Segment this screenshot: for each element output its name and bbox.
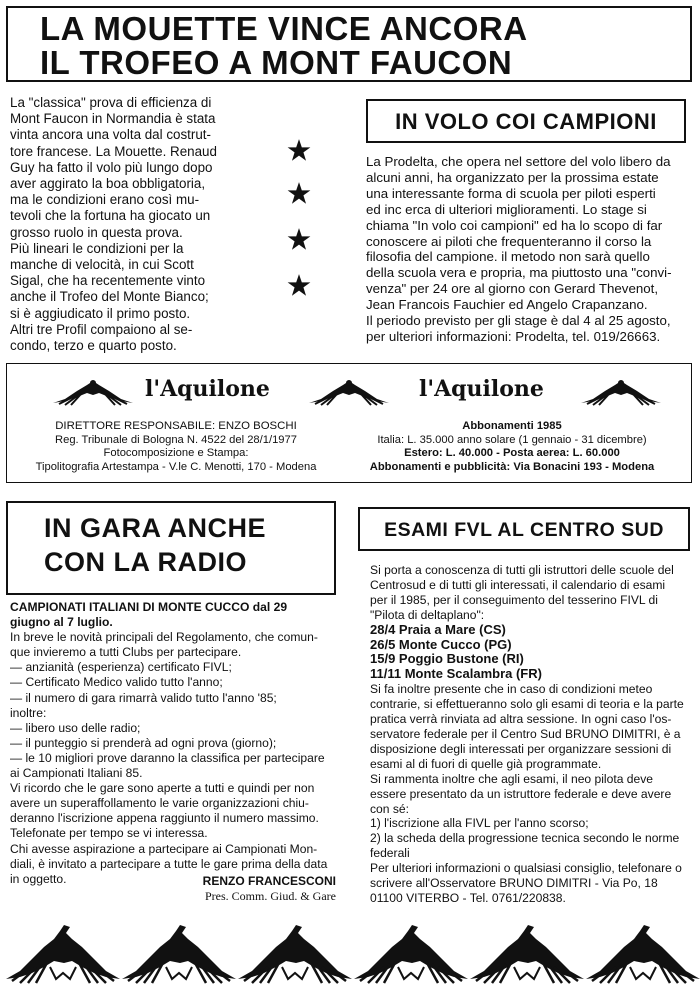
article1-line: tevoli che la fortuna ha giocato un	[10, 208, 211, 224]
registro-line: Reg. Tribunale di Bologna N. 4522 del 28/1/1977	[55, 433, 297, 446]
article3-line: — anzianità (esperienza) certificato FIVL;	[10, 660, 232, 675]
article3-line: — il numero di gara rimarrà valido tutto l'anno '85;	[10, 690, 277, 705]
masthead-right-block	[339, 420, 685, 474]
article4-line: 1) l'iscrizione alla FIVL per l'anno scorso;	[370, 816, 589, 831]
article2-line: per ulteriori informazioni: Prodelta, tel. 019/26663.	[366, 328, 661, 344]
article2-title-box	[366, 99, 686, 143]
article3-line: Telefonate per tempo se vi interessa.	[10, 826, 208, 841]
article1-line: tore francese. La Mouette. Renaud	[10, 143, 217, 159]
tipolitografia-line: Tipolitografia Artestampa - V.le C. Menotti, 170 - Modena	[35, 460, 317, 473]
article3-line: — libero uso delle radio;	[10, 720, 141, 735]
article2-line: alcuni anni, ha organizzato per la prossima estate	[366, 169, 659, 185]
article4-intro-line: per il 1985, per il conseguimento del tesserino FIVL di	[370, 592, 658, 607]
article3-signature-name: RENZO FRANCESCONI	[202, 874, 336, 888]
star-icon	[286, 138, 312, 164]
logo-text: l'Aquilone	[419, 376, 544, 402]
article1-body	[10, 95, 246, 354]
exam-date: 26/5 Monte Cucco (PG)	[370, 636, 512, 652]
article4-title-box	[358, 507, 690, 551]
article3-lead: giugno al 7 luglio.	[10, 615, 113, 630]
article4-line: Per ulteriori informazioni o qualsiasi consiglio, telefonare o	[370, 861, 682, 876]
article1-line: Sigal, che ha recentemente vinto	[10, 273, 206, 289]
star-icon	[286, 181, 312, 207]
italia-line: Italia: L. 35.000 anno solare (1 gennaio - 31 dicembre)	[377, 433, 647, 446]
article4-line: disposizione degli interessati per organizzare sessioni di	[370, 741, 672, 756]
article3-line: — le 10 migliori prove daranno la classifica per partecipare	[10, 750, 325, 765]
article1-line: manche di velocità, in cui Scott	[10, 257, 194, 273]
article3-body	[10, 600, 340, 887]
article4-line: 2) la scheda della progressione tecnica secondo le norme	[370, 831, 680, 846]
article3-signature-role: Pres. Comm. Giud. & Gare	[205, 889, 336, 903]
article4-line: con sé:	[370, 801, 409, 816]
exam-date: 11/11 Monte Scalambra (FR)	[370, 666, 542, 682]
article4-line: federali	[370, 846, 410, 861]
eagle-frieze	[0, 915, 700, 991]
exam-date: 15/9 Poggio Bustone (RI)	[370, 651, 524, 667]
article2-line: filosofia del campione. il metodo non sarà quello	[366, 249, 650, 265]
article4-line: Si rammenta inoltre che agli esami, il neo pilota deve	[370, 771, 654, 786]
star-icon	[286, 273, 312, 299]
article1-title-line1: LA MOUETTE VINCE ANCORA	[40, 10, 528, 47]
article4-intro-line: Si porta a conoscenza di tutti gli istruttori delle scuole del	[370, 563, 674, 577]
article4-line: pratica verrà rinviata ad altra sessione. In ogni caso l'os-	[370, 712, 672, 727]
article2-line: venza" per 24 ore al giorno con Gerard Thevenot,	[366, 281, 659, 297]
article1-line: La "classica" prova di efficienza di	[10, 95, 212, 110]
article4-line: Si fa inoltre presente che in caso di condizioni meteo	[370, 682, 653, 697]
article1-line: grosso ruolo in questa prova.	[10, 224, 183, 240]
exam-date: 28/4 Praia a Mare (CS)	[370, 621, 506, 637]
article1-line: Mont Faucon in Normandia è stata	[10, 111, 216, 127]
masthead-left-block	[13, 420, 339, 474]
article1-title-box	[6, 6, 692, 82]
article1-line: Guy ha fatto il volo più lungo dopo	[10, 159, 213, 175]
star-icon	[286, 227, 312, 253]
article2-line: una interessante forma di scuola per piloti esperti	[366, 185, 656, 201]
article3-line: ai Campionati Italiani 85.	[10, 766, 143, 781]
article4-line: servatore federale per il Centro Sud BRUNO DIMITRI, è a	[370, 726, 681, 741]
article3-title-line1: IN GARA ANCHE	[44, 513, 266, 543]
article3-line: inoltre:	[10, 705, 47, 720]
article4-line: scrivere all'Osservatore BRUNO DIMITRI - Via Po, 18	[370, 876, 658, 891]
article4-line: 01100 VITERBO - Tel. 0761/220838.	[370, 890, 566, 905]
article2-title: IN VOLO COI CAMPIONI	[395, 109, 657, 134]
article1-line: ma le condizioni erano così mu-	[10, 192, 200, 208]
eagle-logo-icon	[51, 377, 135, 409]
article4-intro-line: "Pilota di deltaplano":	[370, 607, 485, 622]
article4-body	[370, 563, 690, 906]
article2-line: ed inc erca di ulteriori miglioramenti. Lo stage si	[366, 201, 647, 217]
eagle-logo-icon	[307, 377, 391, 409]
article4-line: contrarie, si effettueranno solo gli esami di teoria e la parte	[370, 697, 684, 712]
article3-line: diali, è invitato a partecipare a tutte le gare prima della data	[10, 856, 328, 871]
article4-title: ESAMI FVL AL CENTRO SUD	[384, 519, 664, 541]
article3-lead: CAMPIONATI ITALIANI DI MONTE CUCCO dal 29	[10, 600, 288, 614]
logo-text: l'Aquilone	[145, 376, 270, 402]
article1-line: Più lineari le condizioni per la	[10, 240, 184, 256]
article1-line: condo, terzo e quarto posto.	[10, 338, 177, 354]
article1-title-line2: IL TROFEO A MONT FAUCON	[40, 44, 513, 81]
pubblicita-line: Abbonamenti e pubblicità: Via Bonacini 193 - Modena	[369, 460, 655, 473]
estero-line: Estero: L. 40.000 - Posta aerea: L. 60.000	[404, 447, 620, 460]
article3-title-line2: CON LA RADIO	[44, 547, 247, 577]
eagle-frieze-icon	[0, 915, 700, 991]
article1-line: si è aggiudicato il primo posto.	[10, 305, 191, 321]
article1-line: vinta ancora una volta dal costrut-	[10, 127, 211, 143]
article2-line: chiama "In volo coi campioni" ed ha lo scopo di far	[366, 217, 663, 233]
article1-line: aver aggirato la boa obbligatoria,	[10, 176, 206, 192]
article4-line: esami al di fuori di quelle già programmate.	[370, 756, 602, 771]
article3-line: Chi avesse aspirazione a partecipare ai Campionati Mon-	[10, 841, 318, 856]
article3-line: In breve le novità principali del Regolamento, che comun-	[10, 630, 318, 645]
masthead-box	[6, 363, 692, 483]
article2-body	[366, 154, 690, 345]
article1-line: Altri tre Profil compaiono al se-	[10, 321, 193, 337]
article3-line: que invieremo a tutti Clubs per partecipare.	[10, 645, 242, 660]
article3-line: avere un superaffollamento le varie organizzazioni chiu-	[10, 796, 309, 811]
article3-line: in oggetto.	[10, 871, 67, 886]
article2-line: della scuola vera e propria, ma piuttosto una "convi-	[366, 265, 672, 281]
article3-title-box	[6, 501, 336, 595]
article3-line: Vi ricordo che le gare sono aperte a tutti e quindi per non	[10, 781, 315, 796]
article3-line: — il punteggio si prenderà ad ogni prova (giorno);	[10, 735, 277, 750]
article4-intro-line: Centrosud e di tutti gli interessati, il calendario di esami	[370, 577, 666, 592]
eagle-logo-icon	[579, 377, 663, 409]
article2-line: Jean Francois Fauchier ed Angelo Crapanzano.	[366, 297, 648, 313]
article2-line: La Prodelta, che opera nel settore del volo libero da	[366, 154, 671, 169]
article4-line: essere presentato da un istruttore federale e deve avere	[370, 786, 672, 801]
article3-line: — Certificato Medico valido tutto l'anno;	[10, 675, 223, 690]
abbonamenti-title: Abbonamenti 1985	[462, 420, 562, 432]
article2-line: conoscere ai piloti che frequenteranno il corso la	[366, 233, 652, 249]
article3-line: deranno l'iscrizione appena raggiunto il numero massimo.	[10, 811, 319, 826]
fotocomposizione-line: Fotocomposizione e Stampa:	[103, 447, 249, 460]
direttore-line: DIRETTORE RESPONSABILE: ENZO BOSCHI	[55, 420, 297, 432]
article2-line: Il periodo previsto per gli stage è dal 4 al 25 agosto,	[366, 313, 671, 329]
article1-line: anche il Trofeo del Monte Bianco;	[10, 289, 209, 305]
